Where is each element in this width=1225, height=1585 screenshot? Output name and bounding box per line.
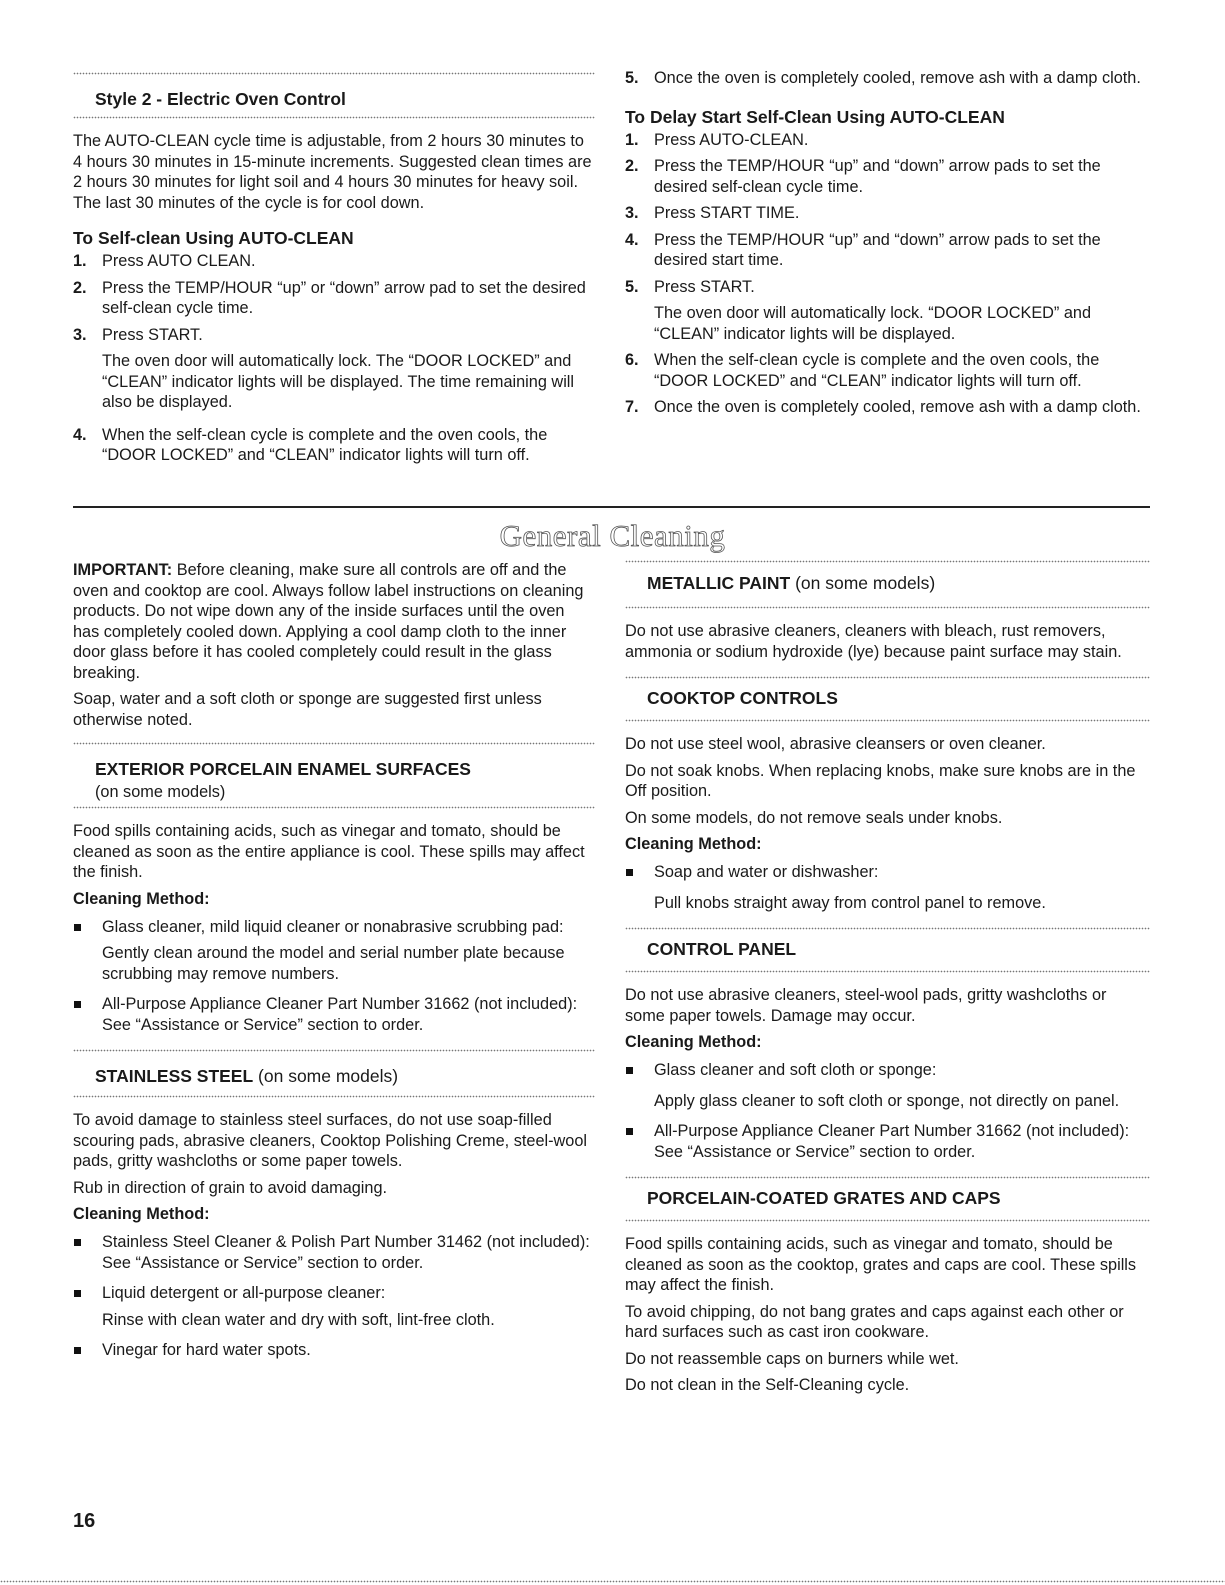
dotted-rule bbox=[625, 606, 1150, 609]
list-item bbox=[73, 1340, 595, 1361]
cleaning-method-label: Cleaning Method: bbox=[625, 1033, 762, 1051]
delay-start-heading: To Delay Start Self-Clean Using AUTO-CLEAN bbox=[625, 106, 1005, 127]
exterior-subtitle: (on some models) bbox=[95, 783, 226, 801]
metallic-title bbox=[625, 563, 1150, 606]
step-text: When the self-clean cycle is complete and the oven cools, the “DOOR LOCKED” and “CLEAN” indicator lights will turn off. bbox=[102, 425, 548, 464]
step-number: 5. bbox=[625, 277, 639, 296]
grates-p1: Food spills containing acids, such as vinegar and tomato, should be cleaned as soon as the cooktop, grates and caps are cool. These spills may affect the finish. bbox=[625, 1235, 1137, 1294]
step-number: 3. bbox=[625, 204, 639, 222]
list-item bbox=[625, 130, 1150, 151]
grates-p2: To avoid chipping, do not bang grates and caps against each other or hard surfaces such as cast iron cookware. bbox=[625, 1302, 1124, 1341]
bullet-text: Vinegar for hard water spots. bbox=[102, 1341, 311, 1359]
step-text: Once the oven is completely cooled, remove ash with a damp cloth. bbox=[654, 69, 1141, 87]
important-label: IMPORTANT: bbox=[73, 561, 173, 579]
stainless-title-text: STAINLESS STEEL bbox=[95, 1066, 254, 1086]
step-text: Press the TEMP/HOUR “up” and “down” arrow pads to set the desired start time. bbox=[654, 230, 1101, 269]
list-item bbox=[73, 425, 595, 466]
cooktop-title: COOKTOP CONTROLS bbox=[647, 688, 838, 708]
style2-title: Style 2 - Electric Oven Control bbox=[95, 89, 346, 109]
cleaning-method-label: Cleaning Method: bbox=[73, 1205, 210, 1223]
bullet-note: Apply glass cleaner to soft cloth or sponge, not directly on panel. bbox=[654, 1091, 1120, 1110]
important-note bbox=[73, 560, 595, 683]
step-text: Press START. bbox=[102, 325, 203, 344]
list-item bbox=[625, 862, 1150, 883]
list-item bbox=[625, 230, 1150, 271]
important-text: Before cleaning, make sure all controls are off and the oven and cooktop are cool. Always follow label instructions on cleaning products. Do not wipe down any of the inside surfaces until the oven has completely cooled down. Applying a cool damp cloth to the inner door glass before it has cooled completely could result in the glass breaking. bbox=[73, 561, 584, 682]
metallic-title-suffix: (on some models) bbox=[790, 573, 936, 593]
dotted-rule bbox=[625, 719, 1150, 722]
bullet-note: Rinse with clean water and dry with soft, lint-free cloth. bbox=[102, 1310, 495, 1329]
step-number: 2. bbox=[73, 278, 87, 297]
style2-section bbox=[73, 72, 595, 466]
dotted-rule bbox=[0, 1580, 1225, 1583]
list-item bbox=[625, 1060, 1150, 1081]
step-number: 4. bbox=[73, 425, 87, 444]
step5-note: The oven door will automatically lock. “DOOR LOCKED” and “CLEAN” indicator lights will be displayed. bbox=[654, 304, 1092, 343]
soap-note: Soap, water and a soft cloth or sponge are suggested first unless otherwise noted. bbox=[73, 690, 542, 729]
step-number: 1. bbox=[73, 252, 87, 270]
general-cleaning-title: General Cleaning bbox=[499, 518, 726, 553]
list-item bbox=[625, 350, 1150, 391]
exterior-title: EXTERIOR PORCELAIN ENAMEL SURFACES bbox=[95, 759, 471, 779]
list-item bbox=[73, 994, 595, 1015]
general-right-column bbox=[625, 560, 1150, 1396]
general-left-column bbox=[73, 560, 595, 1361]
bullet-icon bbox=[73, 1340, 102, 1361]
bullet-note: Gently clean around the model and serial number plate because scrubbing may remove numbers. bbox=[102, 944, 565, 983]
list-item bbox=[625, 1121, 1150, 1142]
bullet-icon bbox=[73, 1232, 102, 1253]
metallic-title-box bbox=[625, 560, 1150, 609]
page-number: 16 bbox=[73, 1510, 96, 1532]
style2-intro: The AUTO-CLEAN cycle time is adjustable, from 2 hours 30 minutes to 4 hours 30 minutes in 15-minute increments. Suggested clean times are 2 hours 30 minutes for light soil and 4 hours 30 minutes for heavy soil. The last 30 minutes of the cycle is for cool down. bbox=[73, 132, 592, 212]
control-panel-body: Do not use abrasive cleaners, steel-wool pads, gritty washcloths or some paper towels. Damage may occur. bbox=[625, 986, 1107, 1025]
bullet-note: See “Assistance or Service” section to order. bbox=[654, 1142, 976, 1161]
grates-p3: Do not reassemble caps on burners while wet. bbox=[625, 1349, 959, 1368]
step-text: Once the oven is completely cooled, remove ash with a damp cloth. bbox=[654, 398, 1141, 416]
step3-note: The oven door will automatically lock. The “DOOR LOCKED” and “CLEAN” indicator lights will be displayed. The time remaining will also be displayed. bbox=[102, 352, 575, 411]
step-text: Press the TEMP/HOUR “up” and “down” arrow pads to set the desired self-clean cycle time. bbox=[654, 157, 1101, 196]
step-number: 4. bbox=[625, 230, 639, 249]
list-item bbox=[73, 278, 595, 319]
list-item bbox=[625, 156, 1150, 197]
stainless-title-suffix: (on some models) bbox=[253, 1066, 399, 1086]
bullet-note: See “Assistance or Service” section to order. bbox=[102, 1015, 424, 1034]
bullet-text: Glass cleaner and soft cloth or sponge: bbox=[654, 1061, 937, 1079]
bullet-icon bbox=[73, 994, 102, 1015]
list-item bbox=[73, 325, 595, 346]
step-number: 2. bbox=[625, 157, 639, 175]
bullet-icon bbox=[625, 1121, 654, 1142]
dotted-rule bbox=[625, 1219, 1150, 1222]
self-clean-heading: To Self-clean Using AUTO-CLEAN bbox=[73, 228, 354, 248]
cooktop-p2: Do not soak knobs. When replacing knobs, make sure knobs are in the Off position. bbox=[625, 761, 1136, 800]
metallic-body: Do not use abrasive cleaners, cleaners with bleach, rust removers, ammonia or sodium hydroxide (lye) because paint surface may stain. bbox=[625, 622, 1122, 661]
step-text: Press AUTO CLEAN. bbox=[102, 252, 256, 270]
dotted-rule bbox=[73, 1095, 595, 1098]
control-panel-title-box bbox=[625, 927, 1150, 973]
step-number: 6. bbox=[625, 351, 639, 369]
stainless-title-box bbox=[73, 1049, 595, 1098]
step-text: When the self-clean cycle is complete and the oven cools, the “DOOR LOCKED” and “CLEAN” indicator lights will turn off. bbox=[654, 351, 1100, 390]
list-item bbox=[625, 68, 1150, 89]
list-item bbox=[625, 277, 1150, 298]
list-item bbox=[73, 917, 595, 938]
bullet-note: See “Assistance or Service” section to order. bbox=[102, 1253, 424, 1272]
step-text: Press START. bbox=[654, 277, 755, 296]
dotted-rule bbox=[625, 970, 1150, 973]
step-number: 7. bbox=[625, 398, 639, 416]
section-divider bbox=[73, 506, 1150, 508]
exterior-body: Food spills containing acids, such as vinegar and tomato, should be cleaned as soon as the entire appliance is cool. These spills may affect the finish. bbox=[73, 822, 585, 881]
bullet-icon bbox=[625, 862, 654, 883]
step-text: Press AUTO-CLEAN. bbox=[654, 130, 809, 149]
bullet-text: Soap and water or dishwasher: bbox=[654, 863, 879, 881]
bullet-text: Liquid detergent or all-purpose cleaner: bbox=[102, 1284, 386, 1302]
delay-start-section bbox=[625, 68, 1150, 418]
bullet-text: Glass cleaner, mild liquid cleaner or nonabrasive scrubbing pad: bbox=[102, 917, 564, 936]
grates-title-box bbox=[625, 1176, 1150, 1222]
step-text: Press the TEMP/HOUR “up” or “down” arrow pad to set the desired self-clean cycle time. bbox=[102, 278, 586, 317]
style2-title-box bbox=[73, 72, 595, 119]
bullet-text: Stainless Steel Cleaner & Polish Part Number 31462 (not included): bbox=[102, 1233, 590, 1251]
bullet-note: Pull knobs straight away from control panel to remove. bbox=[654, 893, 1046, 912]
stainless-body-2: Rub in direction of grain to avoid damaging. bbox=[73, 1178, 388, 1197]
bullet-icon bbox=[625, 1060, 654, 1081]
grates-p4: Do not clean in the Self-Cleaning cycle. bbox=[625, 1376, 910, 1394]
cleaning-method-label: Cleaning Method: bbox=[625, 835, 762, 853]
cooktop-p1: Do not use steel wool, abrasive cleansers or oven cleaner. bbox=[625, 735, 1046, 753]
list-item bbox=[625, 397, 1150, 418]
list-item bbox=[625, 203, 1150, 224]
list-item bbox=[73, 1232, 595, 1253]
grates-title: PORCELAIN-COATED GRATES AND CAPS bbox=[647, 1188, 1001, 1208]
list-item bbox=[73, 251, 595, 272]
bullet-icon bbox=[73, 1283, 102, 1304]
step-text: Press START TIME. bbox=[654, 204, 800, 222]
stainless-body: To avoid damage to stainless steel surfaces, do not use soap-filled scouring pads, abrasive cleaners, Cooktop Polishing Creme, steel-wool pads, gritty washcloths or some paper towels. bbox=[73, 1111, 588, 1170]
cooktop-p3: On some models, do not remove seals under knobs. bbox=[625, 808, 1003, 827]
step-number: 1. bbox=[625, 130, 639, 149]
bullet-icon bbox=[73, 917, 102, 938]
exterior-title-box bbox=[73, 742, 595, 809]
list-item bbox=[73, 1283, 595, 1304]
cooktop-title-box bbox=[625, 676, 1150, 722]
dotted-rule bbox=[73, 116, 595, 119]
dotted-rule bbox=[73, 806, 595, 809]
step-number: 3. bbox=[73, 325, 87, 344]
step-number: 5. bbox=[625, 69, 639, 87]
cleaning-method-label: Cleaning Method: bbox=[73, 889, 210, 908]
bullet-text: All-Purpose Appliance Cleaner Part Number 31662 (not included): bbox=[654, 1122, 1130, 1140]
bullet-text: All-Purpose Appliance Cleaner Part Number 31662 (not included): bbox=[102, 995, 578, 1013]
metallic-title-text: METALLIC PAINT bbox=[647, 573, 791, 593]
stainless-title bbox=[73, 1052, 595, 1095]
control-panel-title: CONTROL PANEL bbox=[647, 939, 797, 959]
